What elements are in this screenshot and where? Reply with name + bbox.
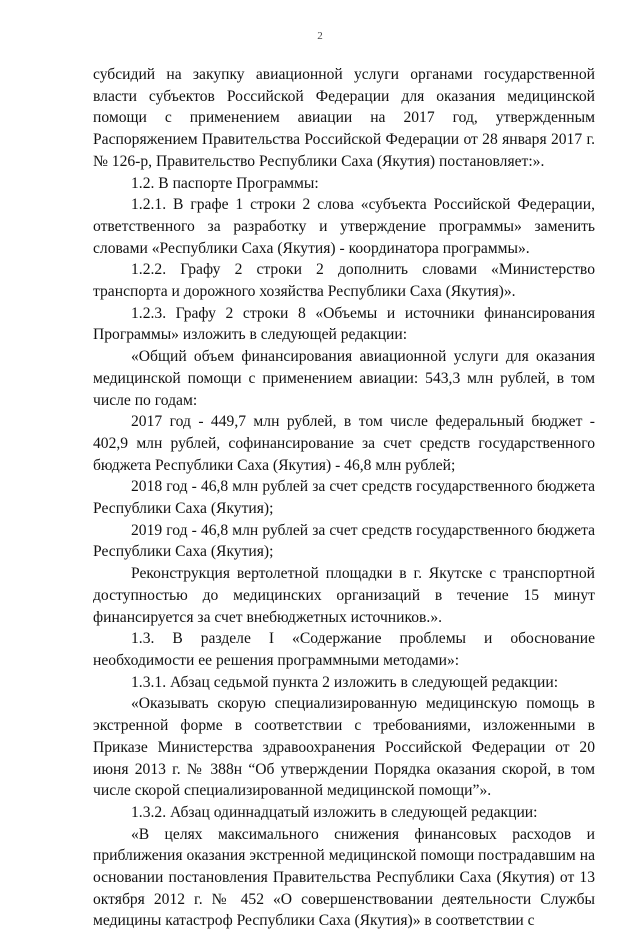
paragraph-continuation: субсидий на закупку авиационной услуги органами государственной власти субъектов Российской Федерации для оказания медицинской помощи с применением авиации на 2017 год, утвержденным Распоряжением Правительства Российской Федерации от 28 января 2017 г. № 126-р, Правительство Республики Саха (Якутия) постановляет:».: [93, 66, 595, 170]
page-number: 2: [317, 30, 323, 42]
paragraph-1-3-2: 1.3.2. Абзац одиннадцатый изложить в следующей редакции:: [131, 803, 538, 821]
document-body: [93, 64, 595, 932]
paragraph-funding-2018: 2018 год - 46,8 млн рублей за счет средств государственного бюджета Республики Саха (Якутия);: [93, 478, 595, 518]
paragraph-funding-2017: 2017 год - 449,7 млн рублей, в том числе федеральный бюджет - 402,9 млн рублей, софинансирование за счет средств государственного бюджета Республики Саха (Якутия) - 46,8 млн рублей;: [93, 413, 595, 474]
paragraph-funding-total: «Общий объем финансирования авиационной услуги для оказания медицинской помощи с применением авиации: 543,3 млн рублей, в том числе по годам:: [93, 348, 595, 409]
paragraph-quote-cost-reduction: «В целях максимального снижения финансовых расходов и приближения оказания экстренной медицинской помощи пострадавшим на основании постановления Правительства Республики Саха (Якутия) от 13 октября 2012 г. № 452 «О совершенствовании деятельности Службы медицины катастроф Республики Саха (Якутия)» в соответствии с: [93, 825, 595, 930]
paragraph-1-2: 1.2. В паспорте Программы:: [131, 174, 319, 192]
paragraph-1-2-3: 1.2.3. Графу 2 строки 8 «Объемы и источники финансирования Программы» изложить в следующей редакции:: [93, 304, 595, 344]
paragraph-quote-emergency-care: «Оказывать скорую специализированную медицинскую помощь в экстренной форме в соответствии с требованиями, изложенными в Приказе Министерства здравоохранения Российской Федерации от 20 июня 2013 г. № 388н “Об утверждении Порядка оказания скорой, в том числе скорой специализированной медицинской помощи”».: [93, 695, 595, 800]
paragraph-1-2-2: 1.2.2. Графу 2 строки 2 дополнить словами «Министерство транспорта и дорожного хозяйства Республики Саха (Якутия)».: [93, 261, 595, 301]
paragraph-1-3-1: 1.3.1. Абзац седьмой пункта 2 изложить в следующей редакции:: [131, 673, 559, 691]
paragraph-helipad: Реконструкция вертолетной площадки в г. Якутске с транспортной доступностью до медицинских организаций в течение 15 минут финансируется за счет внебюджетных источников.».: [93, 565, 595, 626]
paragraph-1-3: 1.3. В разделе I «Содержание проблемы и обоснование необходимости ее решения программными методами»:: [93, 630, 595, 669]
paragraph-funding-2019: 2019 год - 46,8 млн рублей за счет средств государственного бюджета Республики Саха (Якутия);: [93, 521, 595, 561]
paragraph-1-2-1: 1.2.1. В графе 1 строки 2 слова «субъекта Российской Федерации, ответственного за разработку и утверждение программы» заменить словами «Республики Саха (Якутия) - координатора программы».: [93, 196, 595, 257]
